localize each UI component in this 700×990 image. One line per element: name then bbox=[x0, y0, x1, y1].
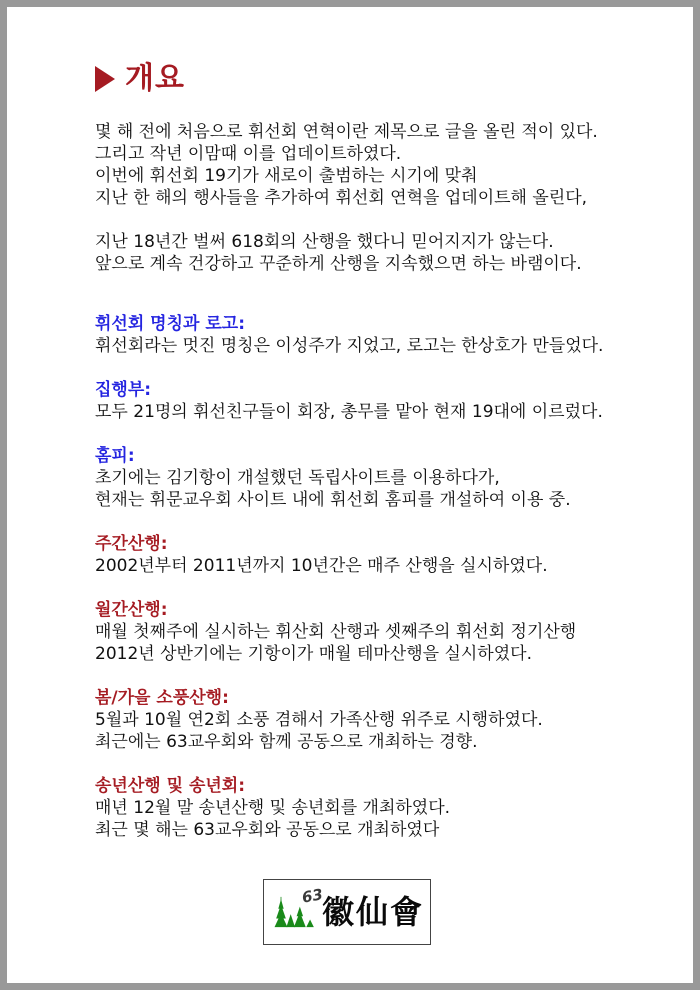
section bbox=[95, 599, 637, 665]
paragraph-line: 몇 해 전에 처음으로 휘선회 연혁이란 제목으로 글을 올린 적이 있다. bbox=[95, 122, 598, 142]
section-line: 매월 첫째주에 실시하는 휘산회 산행과 셋째주의 휘선회 정기산행 bbox=[95, 622, 577, 642]
section-heading: 월간산행: bbox=[95, 600, 168, 620]
section-heading: 휘선회 명칭과 로고: bbox=[95, 314, 246, 334]
logo-calligraphy: 徽仙會 bbox=[321, 893, 424, 931]
sections bbox=[95, 313, 637, 841]
section-line: 2012년 상반기에는 기항이가 매월 테마산행을 실시하였다. bbox=[95, 644, 532, 664]
document-content bbox=[7, 7, 693, 945]
section-heading: 홈피: bbox=[95, 446, 135, 466]
intro-paragraph bbox=[95, 121, 637, 209]
section bbox=[95, 313, 637, 357]
page-title: 개요 bbox=[125, 61, 185, 96]
right-triangle-icon bbox=[95, 66, 115, 92]
section-line: 최근 몇 해는 63교우회와 공동으로 개최하였다 bbox=[95, 820, 440, 840]
section-heading: 송년산행 및 송년회: bbox=[95, 776, 246, 796]
paragraph-line: 앞으로 계속 건강하고 꾸준하게 산행을 지속했으면 하는 바램이다. bbox=[95, 254, 582, 274]
section-line: 초기에는 김기항이 개설했던 독립사이트를 이용하다가, bbox=[95, 468, 500, 488]
section-heading: 집행부: bbox=[95, 380, 152, 400]
section bbox=[95, 533, 637, 577]
section-line: 2002년부터 2011년까지 10년간은 매주 산행을 실시하였다. bbox=[95, 556, 548, 576]
section-line: 휘선회라는 멋진 명칭은 이성주가 지었고, 로고는 한상호가 만들었다. bbox=[95, 336, 604, 356]
page-title-row bbox=[95, 63, 637, 95]
section-line: 매년 12월 말 송년산행 및 송년회를 개최하였다. bbox=[95, 798, 451, 818]
section-heading: 주간산행: bbox=[95, 534, 168, 554]
section-line: 모두 21명의 휘선친구들이 회장, 총무를 맡아 현재 19대에 이르렀다. bbox=[95, 402, 603, 422]
paragraph-line: 이번에 휘선회 19기가 새로이 출범하는 시기에 맞춰 bbox=[95, 166, 478, 186]
section-line: 현재는 휘문교우회 사이트 내에 휘선회 홈피를 개설하여 이용 중. bbox=[95, 490, 571, 510]
section bbox=[95, 379, 637, 423]
paragraph-line: 지난 한 해의 행사들을 추가하여 휘선회 연혁을 업데이트해 올린다, bbox=[95, 188, 588, 208]
paragraph-line: 지난 18년간 벌써 618회의 산행을 했다니 믿어지지가 않는다. bbox=[95, 232, 554, 252]
intro-paragraph bbox=[95, 231, 637, 275]
logo-number: 63 bbox=[300, 885, 325, 907]
section-line: 최근에는 63교우회와 함께 공동으로 개최하는 경향. bbox=[95, 732, 478, 752]
section bbox=[95, 445, 637, 511]
section bbox=[95, 775, 637, 841]
section-heading: 봄/가을 소풍산행: bbox=[95, 688, 229, 708]
club-logo bbox=[263, 879, 431, 945]
section-line: 5월과 10월 연2회 소풍 겸해서 가족산행 위주로 시행하였다. bbox=[95, 710, 543, 730]
intro-paragraphs bbox=[95, 121, 637, 275]
paragraph-line: 그리고 작년 이맘때 이를 업데이트하였다. bbox=[95, 144, 402, 164]
section bbox=[95, 687, 637, 753]
